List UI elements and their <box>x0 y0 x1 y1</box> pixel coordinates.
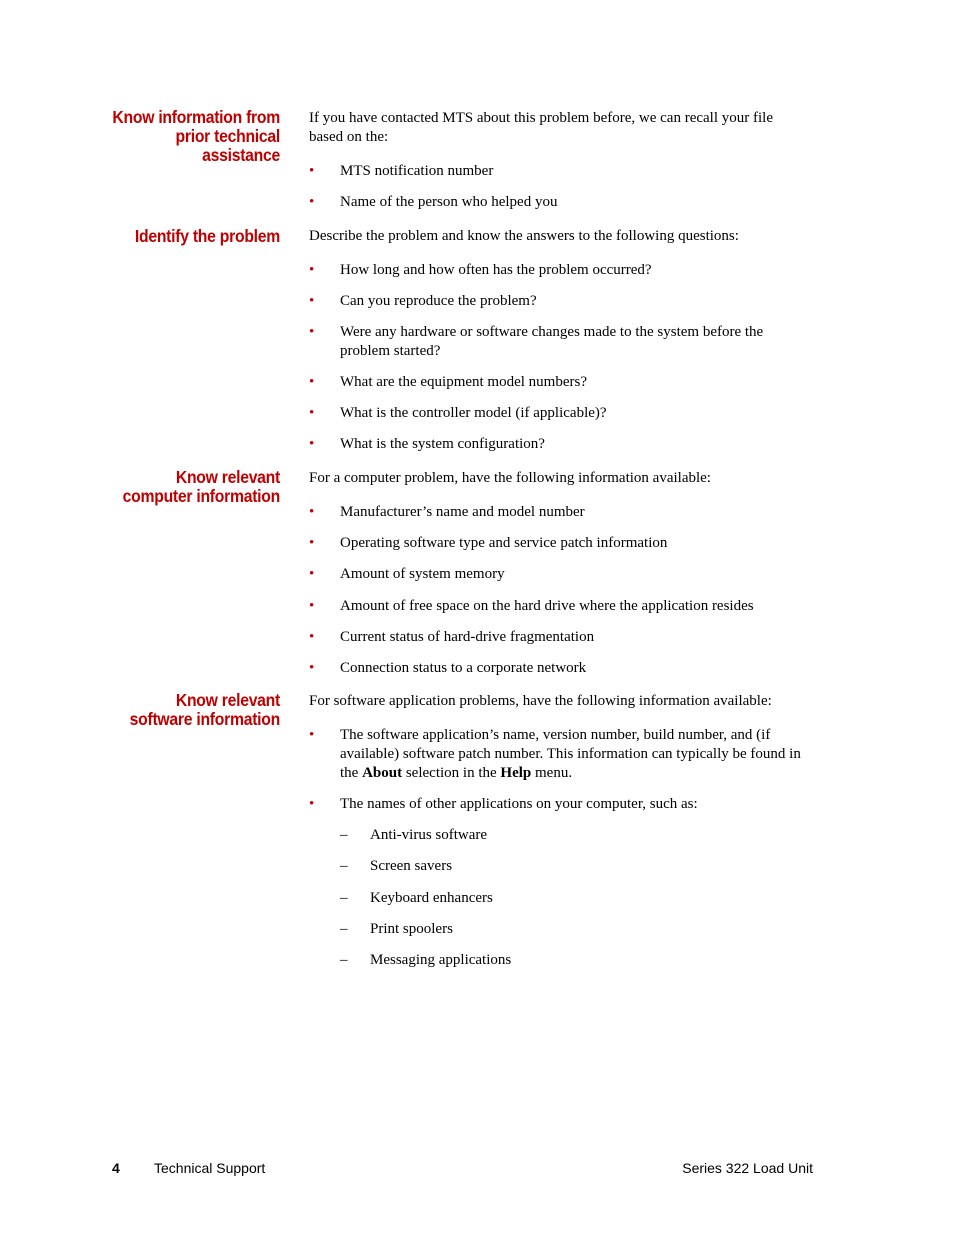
list-item-text: MTS notification number <box>340 163 494 179</box>
list-item-text: Were any hardware or software changes made to the system before the problem started? <box>340 324 764 359</box>
list-item-text: Can you reproduce the problem? <box>340 293 537 309</box>
sub-list-item-text: Screen savers <box>370 858 453 874</box>
sub-list-item-text: Keyboard enhancers <box>370 890 493 906</box>
heading-line: Know relevant <box>175 690 280 710</box>
section-intro: Describe the problem and know the answers to the following questions: <box>309 228 739 244</box>
list-item-text <box>340 726 809 783</box>
sub-list-item-text: Print spoolers <box>370 921 453 937</box>
bullet-mark: • <box>309 405 315 421</box>
text-run: The software application’s name, version number, build number, and (if available) software patch number. This information can typically be found in the <box>340 727 801 781</box>
bullet-mark: • <box>309 598 315 614</box>
dash-mark: – <box>340 952 348 968</box>
list-item-text: Amount of system memory <box>340 566 505 582</box>
bullet-mark: • <box>309 194 315 210</box>
list-item-text: Amount of free space on the hard drive where the application resides <box>340 598 754 614</box>
section-intro: For software application problems, have the following information available: <box>309 693 772 709</box>
section-intro: For a computer problem, have the following information available: <box>309 470 711 486</box>
bullet-mark: • <box>309 436 315 452</box>
list-item-text: Name of the person who helped you <box>340 194 558 210</box>
section-intro: If you have contacted MTS about this problem before, we can recall your file based on the: <box>309 110 773 145</box>
heading-line: computer information <box>122 486 280 506</box>
heading-line: Identify the problem <box>134 226 280 246</box>
sub-list-item-text: Anti-virus software <box>370 827 488 843</box>
sub-list-item-text: Messaging applications <box>370 952 512 968</box>
text-run: selection in the <box>402 765 501 781</box>
heading-line: prior technical <box>175 126 280 146</box>
bullet-mark: • <box>309 163 315 179</box>
section-heading-prior-assistance <box>100 108 280 165</box>
section-heading-computer-info <box>100 468 280 506</box>
heading-line: Know relevant <box>175 467 280 487</box>
section-heading-identify-problem <box>100 227 280 246</box>
heading-line: Know information from <box>112 107 281 127</box>
bullet-mark: • <box>309 535 315 551</box>
bullet-mark: • <box>309 727 315 743</box>
page-number: 4 <box>112 1160 120 1176</box>
list-item-text: What is the system configuration? <box>340 436 545 452</box>
bullet-mark: • <box>309 504 315 520</box>
section-heading-software-info <box>100 691 280 729</box>
bullet-mark: • <box>309 324 315 340</box>
footer-chapter-title: Technical Support <box>154 1160 266 1176</box>
footer-product-name: Series 322 Load Unit <box>682 1160 813 1176</box>
bullet-mark: • <box>309 293 315 309</box>
about-menu-ref: About <box>362 765 403 781</box>
list-item-text: Manufacturer’s name and model number <box>340 504 585 520</box>
bullet-mark: • <box>309 629 315 645</box>
text-run: menu. <box>531 765 573 781</box>
help-menu-ref: Help <box>500 765 532 781</box>
heading-line: assistance <box>202 145 280 165</box>
list-item-text: What is the controller model (if applicable)? <box>340 405 607 421</box>
list-item-text: How long and how often has the problem occurred? <box>340 262 652 278</box>
list-item-text: Current status of hard-drive fragmentation <box>340 629 595 645</box>
bullet-mark: • <box>309 796 315 812</box>
list-item-text: What are the equipment model numbers? <box>340 374 587 390</box>
list-item-text: Operating software type and service patch information <box>340 535 668 551</box>
dash-mark: – <box>340 921 348 937</box>
bullet-mark: • <box>309 660 315 676</box>
dash-mark: – <box>340 890 348 906</box>
dash-mark: – <box>340 827 348 843</box>
bullet-mark: • <box>309 566 315 582</box>
heading-line: software information <box>129 709 280 729</box>
list-item-text: Connection status to a corporate network <box>340 660 587 676</box>
bullet-mark: • <box>309 262 315 278</box>
bullet-mark: • <box>309 374 315 390</box>
list-item-text: The names of other applications on your computer, such as: <box>340 796 698 812</box>
dash-mark: – <box>340 858 348 874</box>
